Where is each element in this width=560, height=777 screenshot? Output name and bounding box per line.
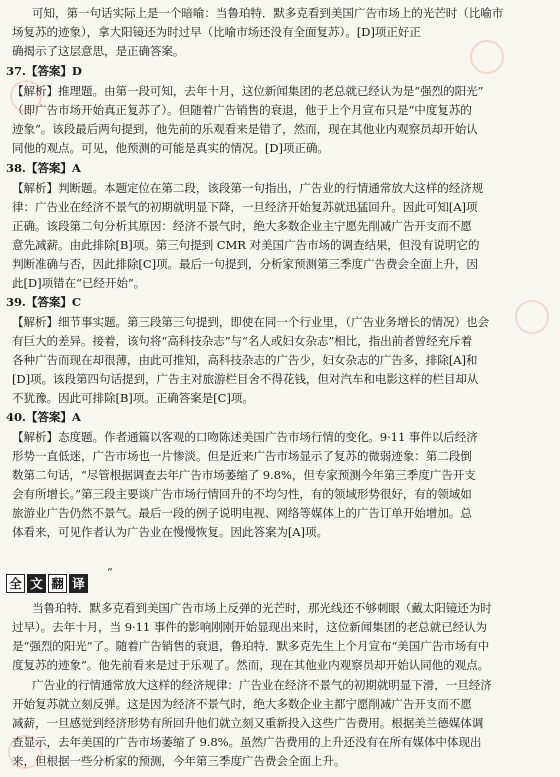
- text-line: 旅游业广告仍然不景气。最后一段的例子说明电视、网络等媒体上的广告订单开始增加。总: [12, 506, 472, 520]
- answer-heading: 40.【答案】A: [6, 410, 81, 424]
- text-line: [D]项。该段第四句话提到，广告主对旅游栏目舍不得花钱，但对汽车和电影这样的栏目却从: [12, 372, 479, 386]
- title-char: 文: [27, 574, 46, 593]
- title-char: 译: [69, 574, 88, 593]
- text-line: 减薪，一旦感觉到经济形势有所回升他们就立刻又重新投入这些广告费用。根据美兰德媒体调: [12, 716, 484, 730]
- text-line: 确揭示了这层意思，是正确答案。: [12, 44, 185, 58]
- text-line: 当鲁珀特．默多克看到美国广告市场上反弹的光芒时，那光线还不够刺眼（戴太阳镜还为时: [32, 601, 492, 615]
- text-line: 迹象”。该段最后两句提到，他先前的乐观看来是错了，然而，现在其他业内观察员却开始认: [12, 122, 478, 136]
- text-line: 会有所增长。”第三段主要谈广告市场行情回升的不均匀性，有的领域形势很好，有的领域如: [12, 487, 472, 501]
- text-line: 律：广告业在经济不景气的初期就明显下降，一旦经济开始复苏就迅猛回升。因此可知[A]项: [12, 200, 478, 214]
- text-line: 可知，第一句话实际上是一个暗喻：当鲁珀特．默多克看到美国广告市场上的光芒时（比喻市: [32, 6, 504, 20]
- text-line: 是“强烈的阳光”了。随着广告销售的衰退，鲁珀特．默多克先生上个月宣布“美国广告市场有中: [12, 639, 490, 653]
- text-line: 各种广告而现在却很薄，由此可推知，高科技杂志的广告少，妇女杂志的广告多，排除[A]和: [12, 353, 478, 367]
- text-line: 过早）。去年十月，当 9·11 事件的影响刚刚开始显现出来时，这位新闻集团的老总就已经认为: [12, 620, 488, 634]
- text-line: 有巨大的差异。接着，该句将“高科技杂志”与“名人或妇女杂志”相比，指出前者曾经充斥着: [12, 334, 473, 348]
- text-line: 【解析】推理题。由第一段可知，去年十月，这位新闻集团的老总就已经认为是“强烈的阳光”: [12, 84, 484, 98]
- text-line: 正确。该段第二句分析其原因：经济不景气时，绝大多数企业主宁愿先削减广告开支而不愿: [12, 219, 472, 233]
- text-line: 此[D]项错在“已经开始”。: [12, 276, 146, 290]
- text-line: 【解析】判断题。本题定位在第二段，该段第一句指出，广告业的行情通常放大这样的经济规: [12, 181, 484, 195]
- text-line: （即广告市场开始真正复苏了）。但随着广告销售的衰退，他于上个月宣布只是“中度复苏的: [12, 103, 472, 117]
- answer-heading: 39.【答案】C: [6, 295, 81, 309]
- text-line: 形势一直低迷，广告市场也一片惨淡。但是近来广告市场显示了复苏的微弱迹象：第二段倒: [12, 449, 472, 463]
- text-line: 意先减薪。由此排除[B]项。第三句提到 CMR 对美国广告市场的调查结果，但没有说明它的: [12, 238, 480, 252]
- text-line: 不犹豫。因此可排除[B]项。正确答案是[C]项。: [12, 391, 254, 405]
- text-line: 广告业的行情通常放大这样的经济规律：广告业在经济不景气的初期就明显下滑，一旦经济: [32, 678, 492, 692]
- text-line: 【解析】细节事实题。第三段第三句提到，即使在同一个行业里，（广告业务增长的情况）也会: [12, 315, 489, 329]
- text-line: 场复苏的迹象），拿大阳镜还为时过早（比喻市场还没有全面复苏）。[D]项正好正: [12, 25, 421, 39]
- answer-heading: 38.【答案】A: [6, 161, 81, 175]
- title-char: 全: [6, 574, 25, 593]
- text-line: 数第二句话，“尽管根据调查去年广告市场萎缩了 9.8%，但专家预测今年第三季度广告开支: [12, 468, 476, 482]
- text-line: 查显示，去年美国的广告市场萎缩了 9.8%。虽然广告费用的上升还没有在所有媒体中体现出: [12, 735, 482, 749]
- text-line: 来，但根据一些分析家的预测，今年第三季度广告费会全面上升。: [12, 754, 346, 768]
- text-line: 体看来，可见作者认为广告业在慢慢恢复。因此答案为[A]项。: [12, 525, 328, 539]
- title-char: 翻: [48, 574, 67, 593]
- text-line: 同他的观点。可见，他预测的可能是真实的情况。[D]项正确。: [12, 141, 329, 155]
- text-line: 开始复苏就立刻反弹。这是因为经济不景气时，绝大多数企业主都宁愿削减广告开支而不愿: [12, 697, 472, 711]
- section-title: [6, 574, 88, 594]
- text-line: 【解析】态度题。作者通篇以客观的口吻陈述美国广告市场行情的变化。9·11 事件以后经济: [12, 430, 478, 444]
- text-line: 度复苏的迹象”。他先前看来是过于乐观了。然而，现在其他业内观察员却开始认同他的观点。: [12, 658, 490, 672]
- stray-mark: “: [107, 566, 113, 579]
- answer-heading: 37.【答案】D: [6, 64, 82, 78]
- text-line: 判断准确与否，因此排除[C]项。最后一句提到，分析家预测第三季度广告费会全面上升，因: [12, 257, 478, 271]
